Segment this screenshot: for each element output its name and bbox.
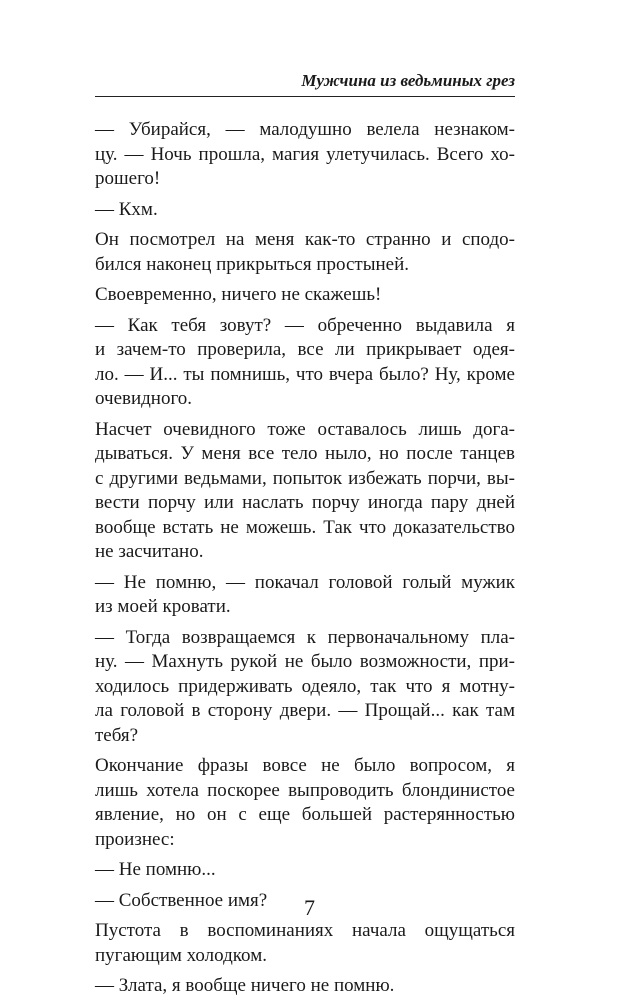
text-line: — Убирайся, — малодушно велела незнаком- — [95, 119, 515, 140]
paragraph — [95, 228, 515, 277]
body-text — [95, 118, 515, 1005]
text-line: очевидного. — [95, 388, 193, 409]
text-line: произнес: — [95, 828, 175, 850]
text-line: цу. — Ночь прошла, магия улетучилась. Всего хо- — [95, 143, 515, 165]
text-line: — Собственное имя? — [95, 889, 268, 911]
text-line: тебя? — [95, 724, 139, 746]
paragraph — [95, 283, 515, 308]
paragraph — [95, 198, 515, 223]
paragraph — [95, 418, 515, 565]
paragraph — [95, 754, 515, 852]
text-line: — Как тебя зовут? — обреченно выдавила я — [95, 314, 515, 336]
text-line: вообще встать не можешь. Так что доказательство — [95, 516, 515, 538]
text-line: ходилось придерживать одеяло, так что я мотну- — [95, 675, 515, 697]
running-header — [95, 70, 515, 97]
paragraph — [95, 571, 515, 620]
text-line: — Не помню... — [95, 859, 216, 880]
paragraph — [95, 919, 515, 968]
paragraph — [95, 314, 515, 412]
text-line: и зачем-то проверила, все ли прикрывает одея- — [95, 339, 515, 360]
text-line: ло. — И... ты помнишь, что вчера было? Ну, кроме — [95, 363, 515, 385]
paragraph — [95, 626, 515, 749]
paragraph — [95, 858, 515, 883]
text-line: Насчет очевидного тоже оставалось лишь дога- — [95, 418, 515, 440]
text-line: — Тогда возвращаемся к первоначальному пла- — [95, 626, 515, 648]
text-line: ла головой в сторону двери. — Прощай... как там — [95, 700, 515, 721]
text-line: ну. — Махнуть рукой не было возможности, при- — [95, 651, 515, 672]
text-line: Своевременно, ничего не скажешь! — [95, 284, 382, 305]
text-line: Окончание фразы вовсе не было вопросом, я — [95, 755, 515, 776]
text-line: не засчитано. — [95, 541, 204, 562]
paragraph — [95, 974, 515, 999]
text-line: — Злата, я вообще ничего не помню. — [95, 975, 395, 996]
text-line: пугающим холодком. — [95, 944, 267, 966]
text-line: вести порчу или наслать порчу иногда пару дней — [95, 492, 515, 513]
running-title: Мужчина из ведьминых грез — [301, 71, 515, 90]
paragraph — [95, 118, 515, 192]
text-line: Пустота в воспоминаниях начала ощущаться — [95, 920, 515, 941]
text-line: из моей кровати. — [95, 596, 231, 617]
text-line: — Не помню, — покачал головой голый мужик — [95, 571, 515, 593]
text-line: рошего! — [95, 168, 161, 189]
text-line: дываться. У меня все тело ныло, но после танцев — [95, 443, 515, 464]
text-line: явление, но он с еще большей растерянностью — [95, 804, 515, 825]
page-number: 7 — [304, 895, 315, 920]
text-line: лишь хотела поскорее выпроводить блондинистое — [95, 779, 515, 801]
text-line: с другими ведьмами, попыток избежать порчи, вы- — [95, 467, 515, 489]
text-line: — Кхм. — [95, 198, 158, 220]
text-line: Он посмотрел на меня как-то странно и сподо- — [95, 229, 515, 250]
text-line: бился наконец прикрыться простыней. — [95, 253, 410, 275]
